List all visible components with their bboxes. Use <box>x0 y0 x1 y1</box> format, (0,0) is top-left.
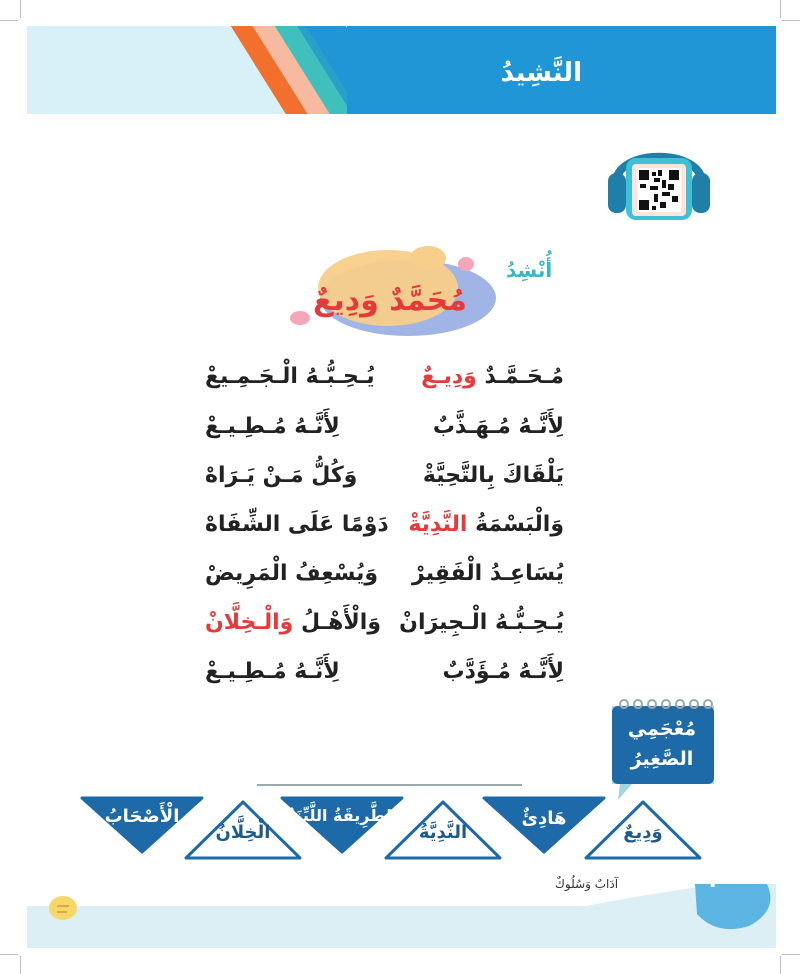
poem-line-left: لِأَنَّـهُ مُـطِـيـعْ <box>205 659 340 684</box>
divider <box>257 784 522 786</box>
crop-mark <box>780 956 781 974</box>
word-label: الْخِلَّانُ <box>215 822 271 843</box>
page-number: ٢٠ <box>708 868 735 893</box>
poem-title: مُحَمَّدٌ وَدِيعٌ <box>313 283 467 318</box>
section-label: أُنْشِدُ <box>506 258 553 282</box>
poem-line-right: لِأَنَّـهُ مُـؤَدَّبٌ <box>442 659 564 684</box>
footer-band <box>27 880 776 948</box>
poem-line-right: يَلْقَاكَ بِالتَّحِيَّةْ <box>422 463 564 488</box>
poem-line-left: وَكُلُّ مَـنْ يَـرَاهْ <box>205 463 358 488</box>
crop-mark <box>20 0 21 18</box>
poem-line-left: دَوْمًا عَلَى الشِّفَاهْ <box>205 512 389 537</box>
poem-line-right: يُسَاعِـدُ الْفَقِيرْ <box>412 561 564 586</box>
crop-mark <box>0 954 18 955</box>
word-label: هَادِئٌ <box>521 808 567 829</box>
poem-line-right: يُـحِـبُّـهُ الْـجِيرَانْ <box>399 610 564 635</box>
headphones-qr-icon[interactable] <box>604 128 714 228</box>
dictionary-title: مُعْجَمِي <box>627 718 697 740</box>
poem-line-left: لِأَنَّـهُ مُـطِـيـعْ <box>205 414 340 439</box>
word-label: النَّدِيَّةُ <box>418 822 468 843</box>
word-label: وَدِيعٌ <box>623 822 663 843</box>
crop-mark <box>20 956 21 974</box>
word-label: الطَّرِيقَةُ اللَّيِّنَةُ <box>286 806 398 825</box>
crop-mark <box>782 20 800 21</box>
dictionary-subtitle: الصَّغِيرُ <box>630 748 694 770</box>
poem-line-right: لِأَنَّـهُ مُـهَـذَّبٌ <box>432 414 564 439</box>
poem-line-left: يُـحِـبُّـهُ الْـجَـمِـيعْ <box>205 364 375 389</box>
page-title: النَّشِيدُ <box>500 58 582 88</box>
word-label: الْأَصْحَابُ <box>104 806 180 827</box>
poem-line-right: مُـحَـمَّـدٌ وَدِيـعٌ <box>421 364 564 389</box>
poem-line-left: وَالْأَهْـلُ وَالْـخِلَّانْ <box>205 610 382 635</box>
crop-mark <box>0 20 18 21</box>
crop-mark <box>782 954 800 955</box>
book-title: آدَابٌ وَسُلُوكٌ <box>555 877 619 891</box>
poem-line-left: وَيُسْعِفُ الْمَرِيضْ <box>205 561 379 586</box>
poem-line-right: وَالْبَسْمَةُ النَّدِيَّةْ <box>408 512 564 537</box>
header-banner <box>27 26 776 114</box>
crop-mark <box>780 0 781 18</box>
